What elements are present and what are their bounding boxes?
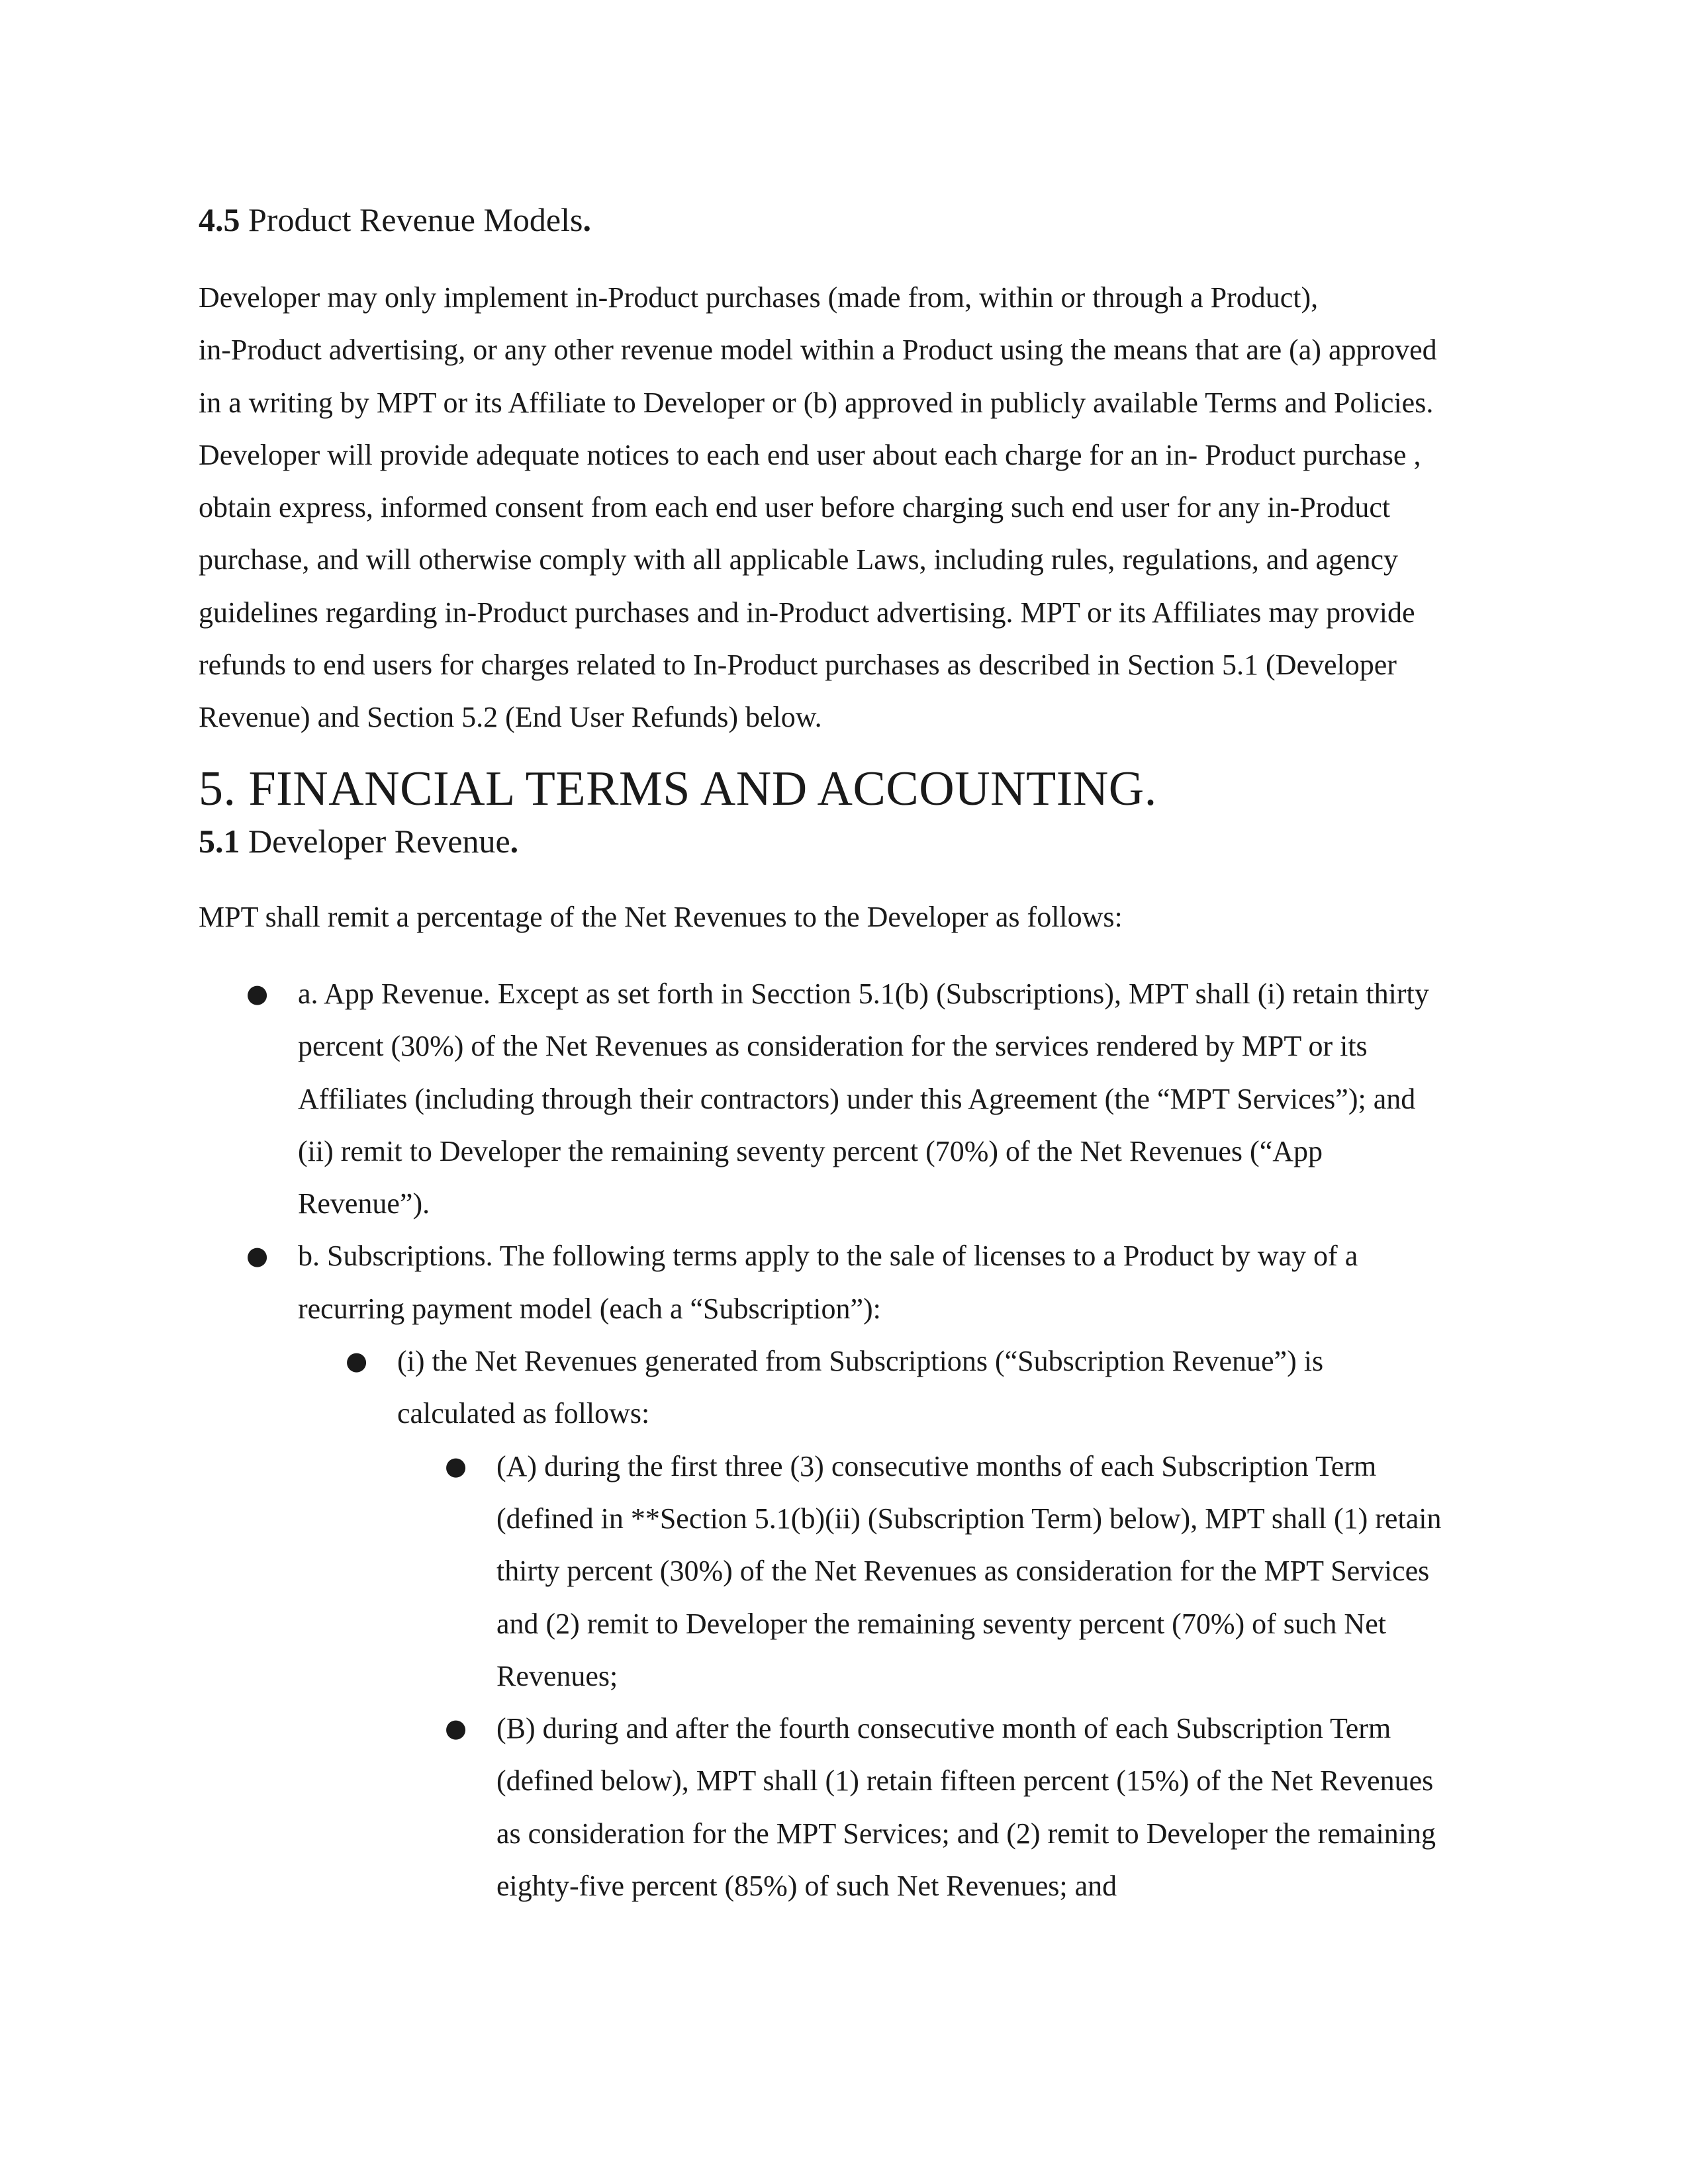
list-item-first-three-months (199, 1440, 1503, 1702)
document-content (199, 195, 1503, 1912)
section-5-1-intro: MPT shall remit a percentage of the Net Revenues to the Developer as follows: (199, 900, 1123, 933)
list-item-line: Affiliates (including through their contractors) under this Agreement (the “MPT Services”); and (298, 1082, 1416, 1115)
section-5-1-number: 5.1 (199, 822, 240, 860)
section-4-5-body (199, 271, 1503, 744)
body-line: in-Product advertising, or any other revenue model within a Product using the means that are (a) approved (199, 334, 1437, 367)
revenue-list (199, 968, 1503, 1335)
list-item-line: calculated as follows: (397, 1397, 650, 1430)
body-line: purchase, and will otherwise comply with all applicable Laws, including rules, regulations, and agency (199, 543, 1399, 576)
section-4-5-title: Product Revenue Models (240, 201, 583, 238)
bullet-icon: ● (246, 1241, 269, 1271)
section-4-5-period: . (583, 201, 591, 238)
list-item-app-revenue (199, 968, 1503, 1230)
bullet-icon: ● (445, 1451, 467, 1480)
list-item-line: percent (30%) of the Net Revenues as consideration for the services rendered by MPT or its (298, 1030, 1368, 1063)
list-item-line: (B) during and after the fourth consecutive month of each Subscription Term (496, 1712, 1391, 1745)
list-item-line: and (2) remit to Developer the remaining seventy percent (70%) of such Net (496, 1607, 1386, 1640)
list-item-line: thirty percent (30%) of the Net Revenues as consideration for the MPT Services (496, 1555, 1430, 1588)
bullet-icon: ● (445, 1713, 467, 1743)
body-line: Developer will provide adequate notices to each end user about each charge for an in- Product purchase , (199, 438, 1421, 471)
list-item-subscription-revenue (199, 1335, 1503, 1440)
section-5-heading: 5. FINANCIAL TERMS AND ACCOUNTING. (199, 761, 1157, 816)
subscription-revenue-terms-list (199, 1440, 1503, 1913)
body-line: in a writing by MPT or its Affiliate to Developer or (b) approved in publicly available Terms and Policies. (199, 386, 1434, 419)
list-item-line: Revenues; (496, 1659, 618, 1692)
section-5-1-heading (199, 817, 1503, 866)
body-line: refunds to end users for charges related to In-Product purchases as described in Section 5.1 (Developer (199, 649, 1397, 682)
body-line: Revenue) and Section 5.2 (End User Refunds) below. (199, 701, 822, 734)
section-5-1-title: Developer Revenue (240, 822, 510, 860)
list-item-line: eighty-five percent (85%) of such Net Revenues; and (496, 1870, 1117, 1903)
list-item-line: recurring payment model (each a “Subscription”): (298, 1292, 881, 1325)
list-item-line: Revenue”). (298, 1187, 430, 1220)
bullet-icon: ● (346, 1346, 368, 1376)
list-item-subscriptions (199, 1230, 1503, 1335)
list-item-line: (ii) remit to Developer the remaining seventy percent (70%) of the Net Revenues (“App (298, 1134, 1323, 1167)
list-item-line: (defined below), MPT shall (1) retain fifteen percent (15%) of the Net Revenues (496, 1764, 1434, 1797)
section-5-1-period: . (510, 822, 519, 860)
section-4-5-number: 4.5 (199, 201, 240, 238)
section-4-5-heading (199, 195, 1503, 244)
list-item-fourth-month-onward (199, 1702, 1503, 1912)
body-line: obtain express, informed consent from each end user before charging such end user for any in-Product (199, 491, 1391, 524)
list-item-line: (A) during the first three (3) consecutive months of each Subscription Term (496, 1449, 1377, 1482)
bullet-icon: ● (246, 978, 269, 1008)
list-item-line: (defined in **Section 5.1(b)(ii) (Subscription Term) below), MPT shall (1) retain (496, 1502, 1442, 1535)
body-line: guidelines regarding in-Product purchases and in-Product advertising. MPT or its Affiliates may provide (199, 596, 1415, 629)
list-item-line: a. App Revenue. Except as set forth in Secction 5.1(b) (Subscriptions), MPT shall (i) retain thirty (298, 977, 1429, 1010)
list-item-line: (i) the Net Revenues generated from Subscriptions (“Subscription Revenue”) is (397, 1345, 1324, 1378)
subscription-list (199, 1335, 1503, 1440)
list-item-line: b. Subscriptions. The following terms apply to the sale of licenses to a Product by way of a (298, 1240, 1358, 1273)
list-item-line: as consideration for the MPT Services; and (2) remit to Developer the remaining (496, 1817, 1436, 1850)
body-line: Developer may only implement in-Product purchases (made from, within or through a Product), (199, 281, 1319, 314)
